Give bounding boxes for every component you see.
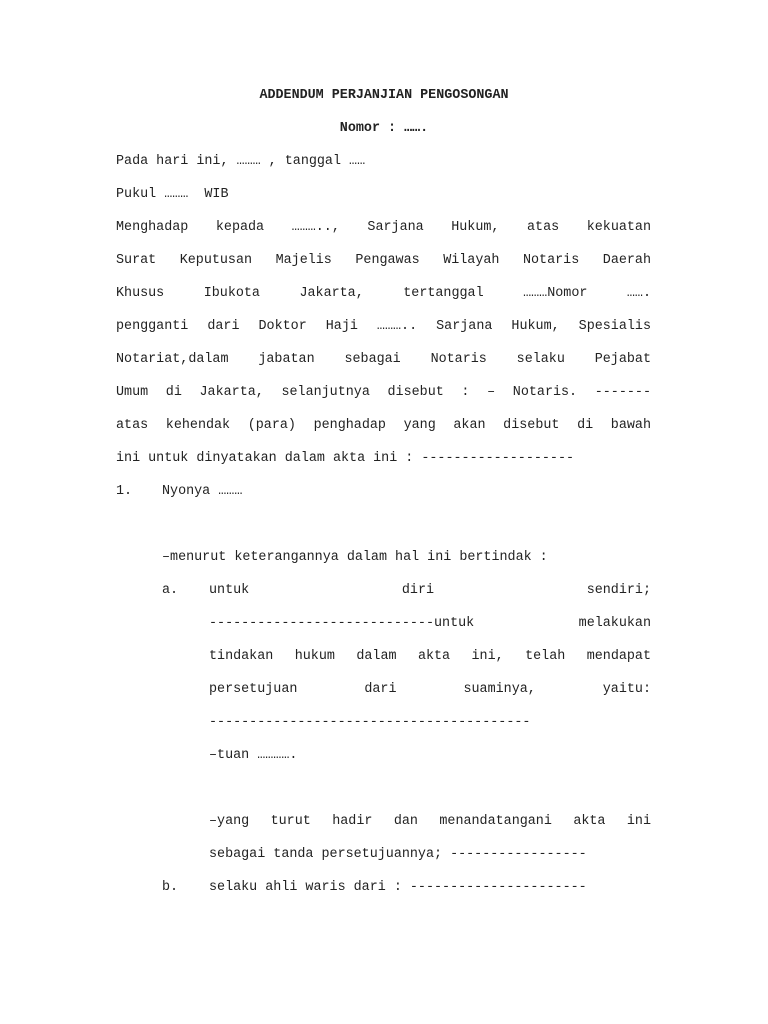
separator-dashes: ---------------------------------------- (209, 715, 531, 730)
list-letter: b. (162, 880, 179, 895)
document-number: Nomor : ……. (339, 121, 429, 136)
paragraph-line: Khusus Ibukota Jakarta, tertanggal ………Nomor ……. (116, 286, 651, 301)
paragraph-line: Notariat,dalam jabatan sebagai Notaris selaku Pejabat (116, 352, 651, 367)
paragraph-line: persetujuan dari suaminya, yaitu: (209, 682, 651, 697)
document-title: ADDENDUM PERJANJIAN PENGOSONGAN (259, 88, 509, 103)
list-item-text: Nyonya ……… (162, 484, 243, 499)
paragraph-line: sebagai tanda persetujuannya; ----------------- (209, 847, 587, 862)
paragraph-line: Pada hari ini, ……… , tanggal …… (116, 154, 366, 169)
paragraph-line: Surat Keputusan Majelis Pengawas Wilayah Notaris Daerah (116, 253, 651, 268)
paragraph-line: –tuan …………. (209, 748, 298, 763)
paragraph-line: ----------------------------untuk melakukan (209, 616, 651, 631)
paragraph-line: Menghadap kepada ……….., Sarjana Hukum, atas kekuatan (116, 220, 651, 235)
paragraph-line: ini untuk dinyatakan dalam akta ini : ------------------- (116, 451, 575, 466)
list-item-text: untuk diri sendiri; (209, 583, 651, 598)
list-item-text: selaku ahli waris dari : ---------------------- (209, 880, 587, 895)
paragraph-line: pengganti dari Doktor Haji ……….. Sarjana Hukum, Spesialis (116, 319, 651, 334)
list-number: 1. (116, 484, 133, 499)
paragraph-line: tindakan hukum dalam akta ini, telah mendapat (209, 649, 651, 664)
paragraph-line: Pukul ……… WIB (116, 187, 229, 202)
paragraph-line: –menurut keterangannya dalam hal ini bertindak : (162, 550, 548, 565)
paragraph-line: –yang turut hadir dan menandatangani akta ini (209, 814, 651, 829)
paragraph-line: atas kehendak (para) penghadap yang akan disebut di bawah (116, 418, 651, 433)
list-letter: a. (162, 583, 179, 598)
paragraph-line: Umum di Jakarta, selanjutnya disebut : – Notaris. ------- (116, 385, 651, 400)
